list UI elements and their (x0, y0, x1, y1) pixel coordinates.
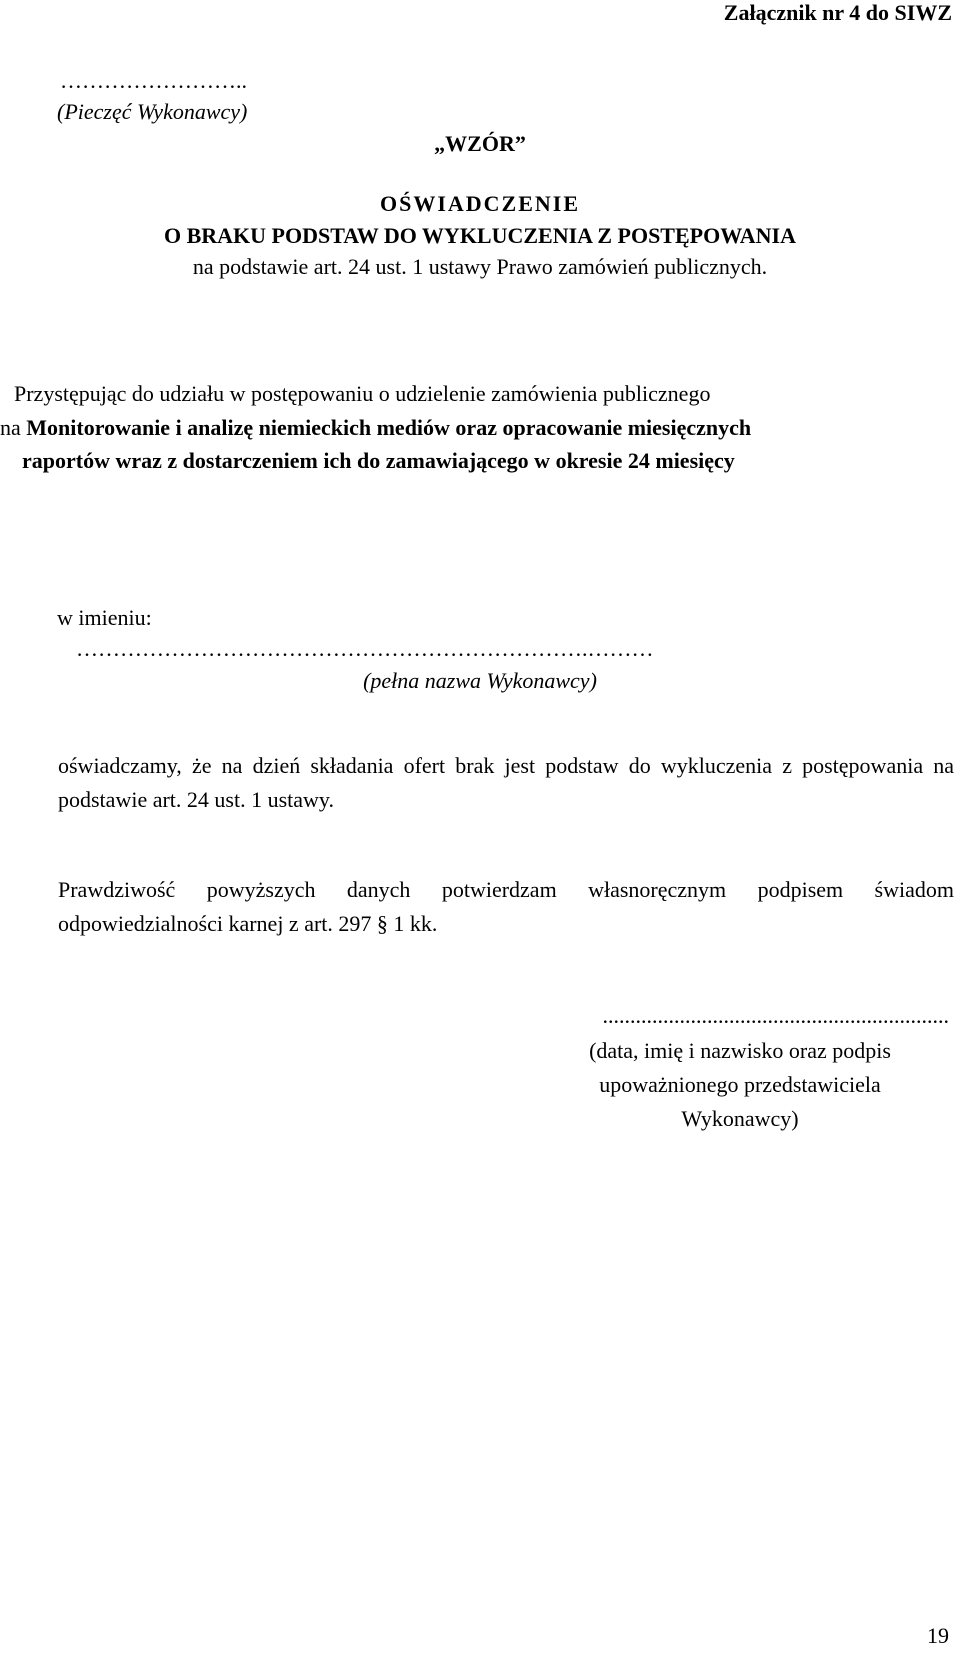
contractor-name-field: …………………………………………………………….……… (76, 636, 654, 661)
truthfulness-paragraph: Prawdziwość powyższych danych potwierdzam własnoręcznym podpisem świadom odpowiedzialności karnej z art. 297 § 1 kk. (58, 877, 954, 936)
seal-placeholder-dots: …………………….. (60, 68, 247, 93)
contract-subject-part-1: Monitorowanie i analizę niemieckich mediów oraz opracowanie miesięcznych (26, 415, 752, 440)
declaration-paragraph: oświadczamy, że na dzień składania ofert brak jest podstaw do wykluczenia z postępowania na podstawie art. 24 ust. 1 ustawy. (58, 753, 954, 812)
document-subtitle: O BRAKU PODSTAW DO WYKLUCZENIA Z POSTĘPOWANIA (164, 223, 796, 248)
intro-line-2-prefix: na (0, 415, 27, 440)
on-behalf-label: w imieniu: (57, 605, 152, 630)
contractor-name-caption: (pełna nazwa Wykonawcy) (363, 668, 597, 693)
intro-line-1: Przystępując do udziału w postępowaniu o udzielenie zamówienia publicznego (14, 381, 711, 406)
signature-caption-line-2: upoważnionego przedstawiciela (599, 1072, 881, 1097)
template-marker: „WZÓR” (434, 131, 526, 156)
signature-caption (560, 1034, 920, 1136)
intro-line-2 (0, 415, 751, 441)
signature-caption-line-3: Wykonawcy) (681, 1106, 799, 1131)
legal-basis: na podstawie art. 24 ust. 1 ustawy Prawo zamówień publicznych. (192, 254, 768, 279)
signature-caption-line-1: (data, imię i nazwisko oraz podpis (589, 1038, 891, 1063)
page-number: 19 (927, 1623, 949, 1648)
seal-label: (Pieczęć Wykonawcy) (57, 99, 248, 124)
document-title: OŚWIADCZENIE (379, 191, 581, 216)
contract-subject-part-2: raportów wraz z dostarczeniem ich do zamawiającego w okresie 24 miesięcy (22, 448, 735, 473)
annex-label: Załącznik nr 4 do SIWZ (723, 0, 952, 25)
signature-field: ............................................................... (602, 1003, 949, 1028)
